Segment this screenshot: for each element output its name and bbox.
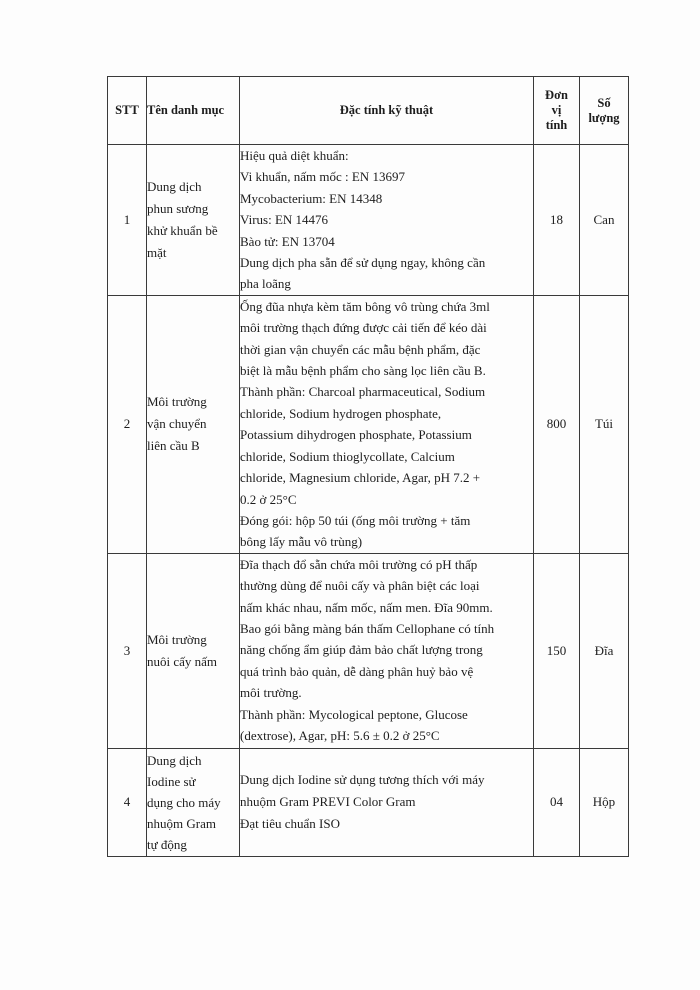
row-unit: Hộp [580,748,629,856]
table-row [108,748,629,856]
row-qty: 800 [534,295,580,553]
specification-table [107,76,629,857]
row-spec: Dung dịch Iodine sử dụng tương thích với máy nhuộm Gram PREVI Color Gram Đạt tiêu chuẩn ISO [240,748,534,856]
row-stt: 2 [108,295,147,553]
row-unit: Can [580,145,629,296]
row-qty: 04 [534,748,580,856]
row-name: Môi trường vận chuyển liên cầu B [147,295,240,553]
header-name: Tên danh mục [147,77,240,145]
row-qty: 150 [534,553,580,748]
row-stt: 3 [108,553,147,748]
header-unit: Đơn vị tính [534,77,580,145]
header-spec: Đặc tính kỹ thuật [240,77,534,145]
table-row [108,295,629,553]
row-stt: 1 [108,145,147,296]
header-stt: STT [108,77,147,145]
row-stt: 4 [108,748,147,856]
row-qty: 18 [534,145,580,296]
row-spec: Hiệu quả diệt khuẩn: Vi khuẩn, nấm mốc : EN 13697 Mycobacterium: EN 14348 Virus: EN 14476 Bào tử: EN 13704 Dung dịch pha sẵn để sử dụng ngay, không cần pha loãng [240,145,534,296]
row-name: Dung dịch phun sương khử khuẩn bề mặt [147,145,240,296]
row-unit: Túi [580,295,629,553]
table-row [108,145,629,296]
table-header-row [108,77,629,145]
header-qty: Số lượng [580,77,629,145]
row-name: Dung dịch Iodine sử dụng cho máy nhuộm Gram tự động [147,748,240,856]
table-row [108,553,629,748]
row-name: Môi trường nuôi cấy nấm [147,553,240,748]
row-spec: Ống đũa nhựa kèm tăm bông vô trùng chứa 3ml môi trường thạch đứng được cải tiến để kéo dài thời gian vận chuyển các mẫu bệnh phẩm, đặc biệt là mẫu bệnh phẩm cho sàng lọc liên cầu B. Thành phần: Charcoal pharmaceutical, Sodium chloride, Sodium hydrogen phosphate, Potassium dihydrogen phosphate, Potassium chloride, Sodium thioglycollate, Calcium chloride, Magnesium chloride, Agar, pH 7.2 + 0.2 ở 25°C Đóng gói: hộp 50 túi (ống môi trường + tăm bông lấy mẫu vô trùng) [240,295,534,553]
row-spec: Đĩa thạch đổ sẵn chứa môi trường có pH thấp thường dùng để nuôi cấy và phân biệt các loại nấm khác nhau, nấm mốc, nấm men. Đĩa 90mm. Bao gói bằng màng bán thấm Cellophane có tính năng chống ẩm giúp đảm bảo chất lượng trong quá trình bảo quản, dễ dàng phân huỷ bảo vệ môi trường. Thành phần: Mycological peptone, Glucose (dextrose), Agar, pH: 5.6 ± 0.2 ở 25°C [240,553,534,748]
row-unit: Đĩa [580,553,629,748]
